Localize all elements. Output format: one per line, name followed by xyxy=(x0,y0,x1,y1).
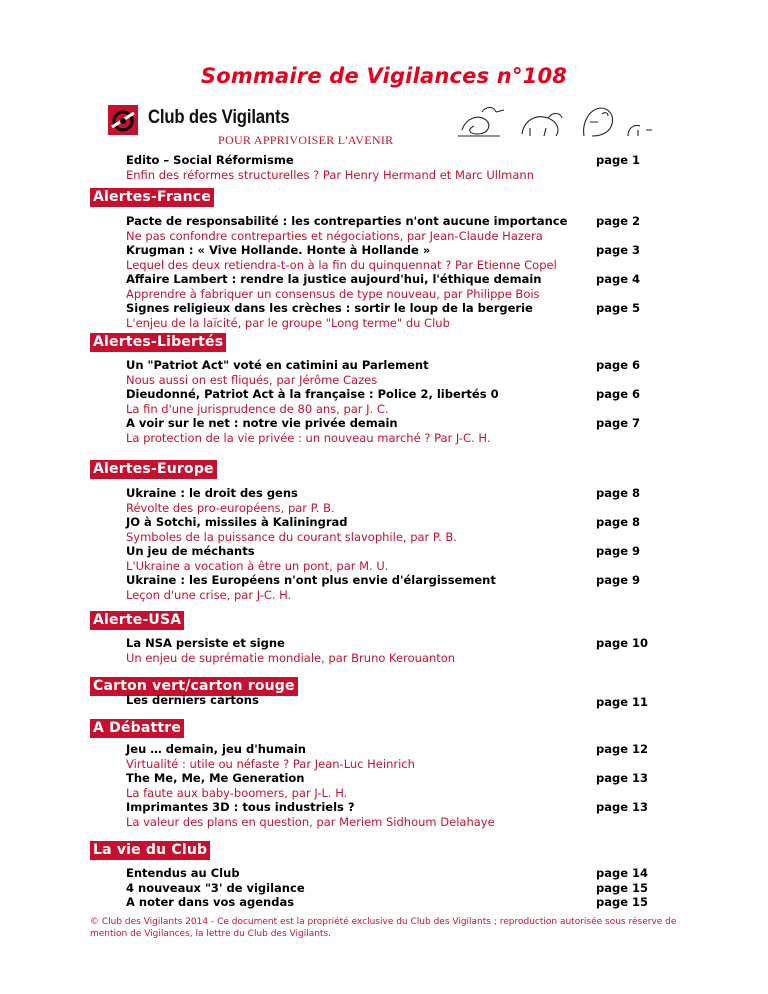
entry-title[interactable]: Entendus au Club xyxy=(126,866,240,880)
page-number: page 6 xyxy=(596,358,641,372)
entry-subtitle: Leçon d'une crise, par J-C. H. xyxy=(126,587,292,602)
page-number: page 10 xyxy=(596,636,649,650)
entry-subtitle: Révolte des pro-européens, par P. B. xyxy=(126,500,335,515)
section-header: Alertes-Libertés xyxy=(90,333,226,352)
entry-title[interactable]: Edito – Social Réformisme xyxy=(126,153,294,167)
entry-subtitle: Virtualité : utile ou néfaste ? Par Jean-Luc Heinrich xyxy=(126,756,415,771)
entry-subtitle: La faute aux baby-boomers, par J-L. H. xyxy=(126,785,348,800)
entry-title[interactable]: Ukraine : le droit des gens xyxy=(126,486,298,500)
page-number: page 6 xyxy=(596,387,641,401)
entry-title[interactable]: Pacte de responsabilité : les contreparties n'ont aucune importance xyxy=(126,214,568,228)
entry-title[interactable]: Krugman : « Vive Hollande. Honte à Hollande » xyxy=(126,243,431,257)
section-header: Alertes-France xyxy=(90,188,214,207)
page-number: page 11 xyxy=(596,695,649,709)
entry-subtitle: Enfin des réformes structurelles ? Par Henry Hermand et Marc Ullmann xyxy=(126,167,534,182)
entry-subtitle: Apprendre à fabriquer un consensus de type nouveau, par Philippe Bois xyxy=(126,286,540,301)
section-header: A Débattre xyxy=(90,719,184,738)
entry-title[interactable]: Signes religieux dans les crèches : sortir le loup de la bergerie xyxy=(126,301,533,315)
entry-subtitle: La valeur des plans en question, par Meriem Sidhoum Delahaye xyxy=(126,814,495,829)
page-number: page 3 xyxy=(596,243,641,257)
page-number: page 13 xyxy=(596,800,649,814)
page-number: page 4 xyxy=(596,272,641,286)
logo-name: Club des Vigilants xyxy=(148,107,290,128)
entry-subtitle: Lequel des deux retiendra-t-on à la fin du quinquennat ? Par Etienne Copel xyxy=(126,257,557,272)
section-header: Carton vert/carton rouge xyxy=(90,677,298,696)
page-number: page 5 xyxy=(596,301,641,315)
entry-subtitle: La protection de la vie privée : un nouveau marché ? Par J-C. H. xyxy=(126,430,491,445)
page-number: page 7 xyxy=(596,416,641,430)
page-number: page 8 xyxy=(596,486,641,500)
club-logo xyxy=(108,105,408,147)
entry-title[interactable]: A voir sur le net : notre vie privée demain xyxy=(126,416,398,430)
page-number: page 9 xyxy=(596,544,641,558)
entry-title[interactable]: Jeu … demain, jeu d'humain xyxy=(126,742,306,756)
page-number: page 13 xyxy=(596,771,649,785)
logo-tagline: POUR APPRIVOISER L'AVENIR xyxy=(218,133,394,147)
entry-subtitle: L'Ukraine a vocation à être un pont, par M. U. xyxy=(126,558,389,573)
entry-subtitle: Ne pas confondre contreparties et négociations, par Jean-Claude Hazera xyxy=(126,228,543,243)
page-number: page 9 xyxy=(596,573,641,587)
entry-title[interactable]: A noter dans vos agendas xyxy=(126,895,295,909)
entry-title[interactable]: La NSA persiste et signe xyxy=(126,636,285,650)
section-header: La vie du Club xyxy=(90,841,210,860)
page-number: page 2 xyxy=(596,214,641,228)
section-header: Alerte-USA xyxy=(90,611,184,630)
page-number: page 14 xyxy=(596,866,649,880)
entry-subtitle: Symboles de la puissance du courant slavophile, par P. B. xyxy=(126,529,457,544)
entry-subtitle: Nous aussi on est fliqués, par Jérôme Cazes xyxy=(126,372,378,387)
entry-title[interactable]: Affaire Lambert : rendre la justice aujourd'hui, l'éthique demain xyxy=(126,272,542,286)
entry-title[interactable]: Imprimantes 3D : tous industriels ? xyxy=(126,800,355,814)
entry-subtitle: L'enjeu de la laïcité, par le groupe "Long terme" du Club xyxy=(126,315,450,330)
logo-mark-icon xyxy=(108,105,138,135)
entry-title[interactable]: Dieudonné, Patriot Act à la française : Police 2, libertés 0 xyxy=(126,387,499,401)
page-number: page 8 xyxy=(596,515,641,529)
page-number: page 12 xyxy=(596,742,649,756)
page-number: page 1 xyxy=(596,153,641,167)
document-title: Sommaire de Vigilances n°108 xyxy=(200,64,568,88)
entry-title[interactable]: The Me, Me, Me Generation xyxy=(126,771,305,785)
entry-title[interactable]: Les derniers cartons xyxy=(126,693,259,707)
entry-title[interactable]: 4 nouveaux "3' de vigilance xyxy=(126,880,305,895)
copyright-footer: © Club des Vigilants 2014 - Ce document est la propriété exclusive du Club des Vigilants ; reproduction autorisée sous réserve de mention de Vigilances, la lettre du Club des Vigilants. xyxy=(90,917,677,939)
sketch-illustration-icon xyxy=(452,100,657,144)
entry-title[interactable]: Un jeu de méchants xyxy=(126,544,255,558)
entry-title[interactable]: Ukraine : les Européens n'ont plus envie d'élargissement xyxy=(126,573,496,587)
page-number: page 15 xyxy=(596,880,649,895)
entry-subtitle: Un enjeu de suprématie mondiale, par Bruno Kerouanton xyxy=(126,650,456,665)
entry-title[interactable]: Un "Patriot Act" voté en catimini au Parlement xyxy=(126,358,429,372)
entry-title[interactable]: JO à Sotchi, missiles à Kaliningrad xyxy=(126,515,348,529)
section-header: Alertes-Europe xyxy=(90,460,217,479)
entry-subtitle: La fin d'une jurisprudence de 80 ans, par J. C. xyxy=(126,401,389,416)
page-number: page 15 xyxy=(596,895,649,909)
